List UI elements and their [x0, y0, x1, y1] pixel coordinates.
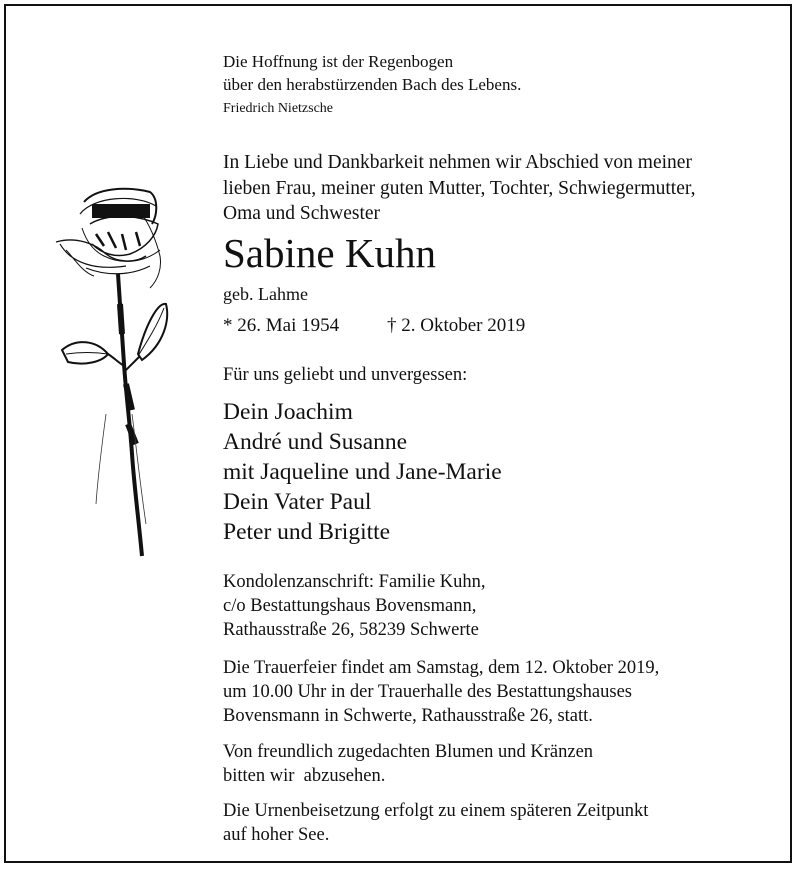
mourner-name: Peter und Brigitte	[223, 519, 391, 545]
intro-line-2: lieben Frau, meiner guten Mutter, Tochter, Schwiegermutter,	[223, 178, 696, 199]
mourner-name: André und Susanne	[223, 429, 408, 455]
condolence-line-3: Rathausstraße 26, 58239 Schwerte	[223, 620, 479, 640]
mourner-name: Dein Joachim	[223, 399, 353, 425]
quote-author: Friedrich Nietzsche	[223, 101, 334, 116]
condolence-line-1: Kondolenzanschrift: Familie Kuhn,	[223, 572, 486, 592]
urn-line-1: Die Urnenbeisetzung erfolgt zu einem späteren Zeitpunkt	[223, 801, 649, 821]
maiden-name: geb. Lahme	[223, 284, 308, 304]
condolence-line-2: c/o Bestattungshaus Bovensmann,	[223, 596, 477, 616]
intro-line-3: Oma und Schwester	[223, 203, 381, 224]
urn-line-2: auf hoher See.	[223, 825, 330, 845]
funeral-line-1: Die Trauerfeier findet am Samstag, dem 12. Oktober 2019,	[223, 658, 660, 678]
deceased-name: Sabine Kuhn	[223, 230, 436, 276]
mourners-heading: Für uns geliebt und unvergessen:	[223, 365, 468, 385]
rose-drawing-icon	[46, 184, 176, 562]
obituary-notice	[4, 4, 792, 863]
quote-line-1: Die Hoffnung ist der Regenbogen	[223, 52, 454, 71]
death-date: † 2. Oktober 2019	[387, 315, 526, 336]
funeral-line-3: Bovensmann in Schwerte, Rathausstraße 26, statt.	[223, 706, 593, 726]
flowers-line-2: bitten wir abzusehen.	[223, 766, 386, 786]
quote-line-2: über den herabstürzenden Bach des Lebens.	[223, 75, 522, 94]
funeral-line-2: um 10.00 Uhr in der Trauerhalle des Bestattungshauses	[223, 682, 632, 702]
flowers-line-1: Von freundlich zugedachten Blumen und Kränzen	[223, 742, 594, 762]
intro-line-1: In Liebe und Dankbarkeit nehmen wir Abschied von meiner	[223, 152, 692, 173]
birth-date: * 26. Mai 1954	[223, 315, 340, 336]
mourner-name: Dein Vater Paul	[223, 489, 372, 515]
mourner-name: mit Jaqueline und Jane-Marie	[223, 459, 502, 485]
